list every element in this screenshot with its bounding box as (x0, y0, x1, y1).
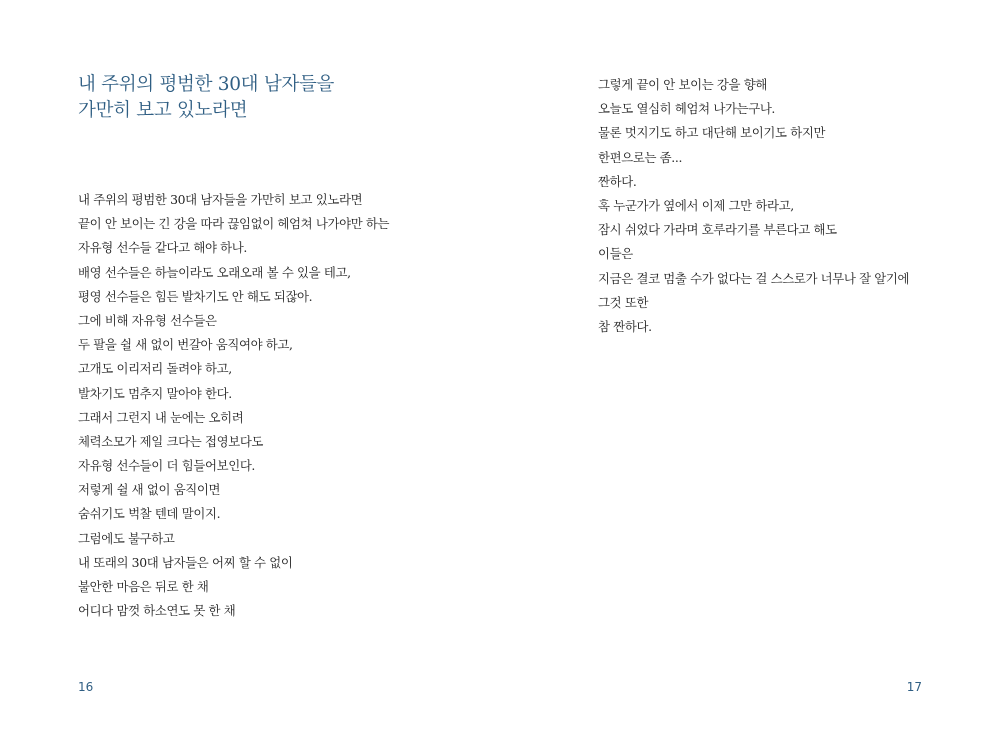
text-line: 두 팔을 쉴 새 없이 번갈아 움직여야 하고, (78, 337, 293, 353)
text-line: 자유형 선수들이 더 힘들어보인다. (78, 458, 256, 474)
text-line: 체력소모가 제일 크다는 접영보다도 (78, 433, 264, 449)
text-line: 지금은 결코 멈출 수가 없다는 걸 스스로가 너무나 잘 알기에 (598, 270, 910, 286)
text-line: 짠하다. (598, 173, 637, 189)
text-line: 불안한 마음은 뒤로 한 채 (78, 579, 209, 594)
text-line: 내 주위의 평범한 30대 남자들을 가만히 보고 있노라면 (78, 192, 363, 207)
text-line: 그래서 그런지 내 눈에는 오히려 (78, 409, 244, 425)
text-line: 그럼에도 불구하고 (78, 530, 175, 546)
text-line: 그에 비해 자유형 선수들은 (78, 312, 217, 328)
text-line: 자유형 선수들 같다고 해야 하나. (78, 240, 247, 256)
text-line: 오늘도 열심히 헤엄쳐 나가는구나. (598, 101, 776, 117)
page-title (78, 72, 334, 124)
text-line: 숨쉬기도 벅찰 텐데 말이지. (78, 506, 221, 522)
text-line: 평영 선수들은 힘든 발차기도 안 해도 되잖아. (78, 288, 313, 304)
right-body-text (598, 73, 909, 339)
text-line: 잠시 쉬었다 가라며 호루라기를 부른다고 해도 (598, 222, 837, 238)
text-line: 저렇게 쉴 새 없이 움직이면 (78, 482, 221, 498)
text-line: 그것 또한 (598, 294, 649, 310)
right-page (500, 0, 1000, 743)
text-line: 혹 누군가가 옆에서 이제 그만 하라고, (598, 197, 794, 213)
text-line: 발차기도 멈추지 말아야 한다. (78, 385, 232, 401)
left-body-text (78, 188, 389, 623)
text-line: 고개도 이리저리 돌려야 하고, (78, 361, 232, 377)
text-line: 내 또래의 30대 남자들은 어찌 할 수 없이 (78, 554, 293, 570)
text-line: 그렇게 끝이 안 보이는 강을 향해 (598, 77, 767, 92)
text-line: 참 짠하다. (598, 318, 652, 334)
title-line: 내 주위의 평범한 30대 남자들을 (78, 74, 335, 95)
page-number: 16 (78, 680, 94, 694)
text-line: 이들은 (598, 246, 633, 262)
title-line: 가만히 보고 있노라면 (78, 100, 248, 121)
text-line: 어디다 맘껏 하소연도 못 한 채 (78, 603, 236, 619)
text-line: 배영 선수들은 하늘이라도 오래오래 볼 수 있을 테고, (78, 264, 351, 280)
page-number: 17 (906, 680, 922, 694)
text-line: 끝이 안 보이는 긴 강을 따라 끊임없이 헤엄쳐 나가야만 하는 (78, 216, 390, 232)
text-line: 한편으로는 좀... (598, 149, 683, 165)
text-line: 물론 멋지기도 하고 대단해 보이기도 하지만 (598, 125, 826, 141)
